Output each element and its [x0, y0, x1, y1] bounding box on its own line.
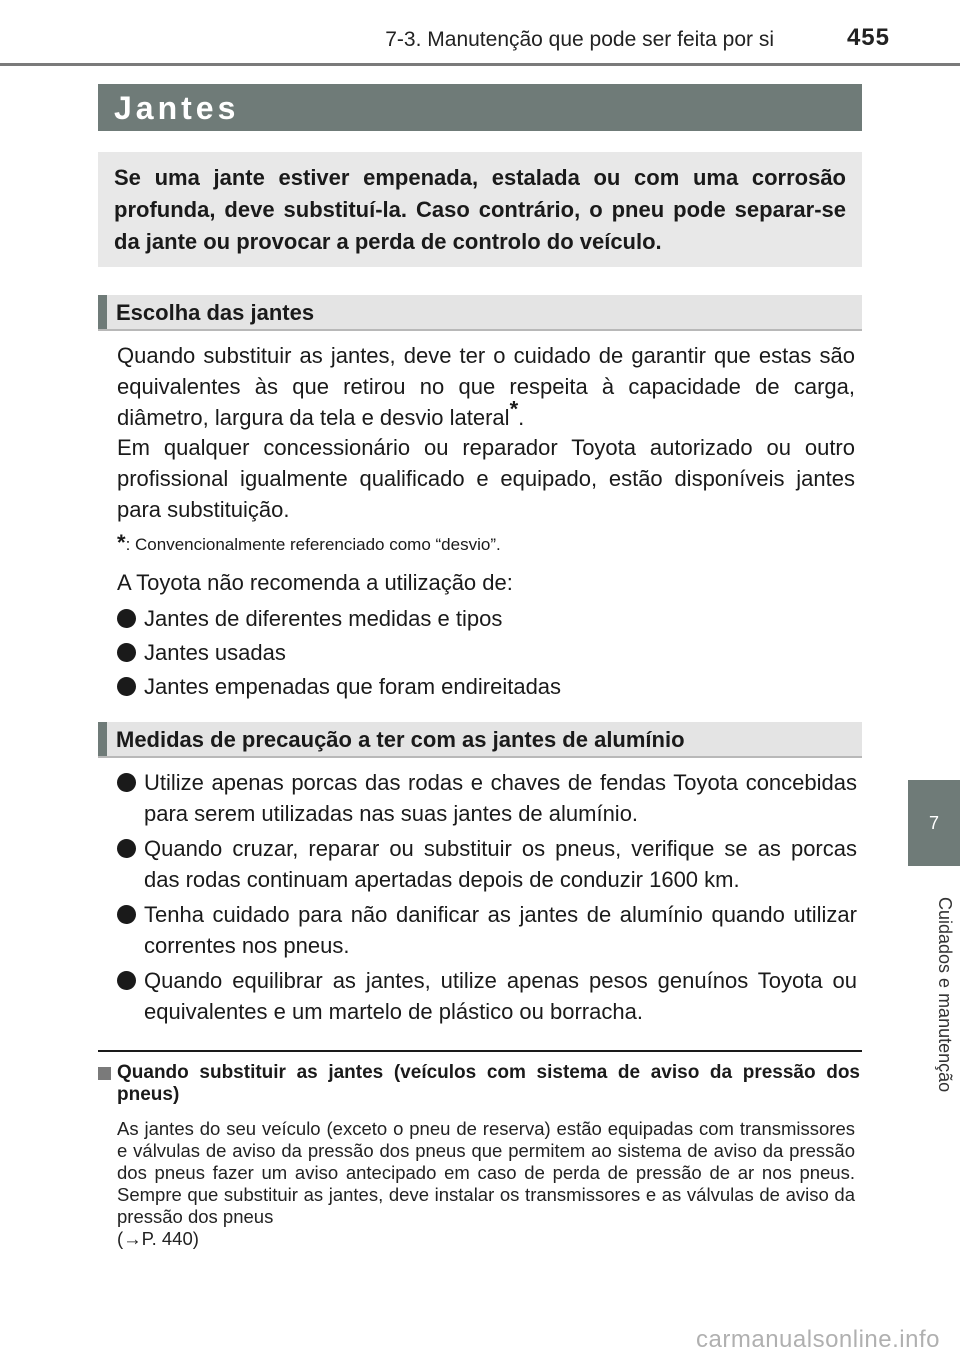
asterisk-mark: * [509, 396, 519, 422]
section-divider [98, 1050, 862, 1052]
list-item-text: Quando cruzar, reparar ou substituir os pneus, verifique se as porcas das rodas continuam apertadas depois de conduzir 1600 km. [144, 836, 857, 892]
not-recommended-lead: A Toyota não recomenda a utilização de: [117, 570, 513, 595]
selection-paragraph-1-text: Quando substituir as jantes, deve ter o cuidado de garantir que estas são equivalentes às que retirou no que respeita à capacidade de carga, diâmetro, largura da tela e desvio lateral [117, 343, 855, 430]
list-item-text: Jantes usadas [144, 640, 286, 665]
aluminum-precautions-list [117, 767, 857, 1031]
section-title: 7-3. Manutenção que pode ser feita por si [385, 28, 774, 51]
selection-paragraph-1-end: . [518, 405, 525, 430]
list-item-text: Jantes empenadas que foram endireitadas [144, 674, 562, 699]
selection-paragraph-2: Em qualquer concessionário ou reparador Toyota autorizado ou outro profissional igualmente qualificado e equipado, estão disponíveis jantes para substituição. [117, 435, 855, 522]
page-title: Jantes [114, 90, 240, 126]
bullet-icon [117, 677, 136, 696]
bullet-icon [117, 643, 136, 662]
heading-accent-bar [98, 295, 107, 329]
title-bar [98, 84, 862, 131]
selection-heading-label: Escolha das jantes [116, 300, 315, 325]
list-item [117, 965, 857, 1027]
aluminum-heading [98, 722, 862, 758]
not-recommended-list [117, 603, 857, 705]
selection-paragraph-1 [117, 340, 855, 433]
square-bullet-icon [98, 1067, 111, 1080]
list-item [117, 671, 857, 702]
chapter-number: 7 [928, 812, 939, 833]
info-body [117, 1118, 855, 1250]
bullet-icon [117, 773, 136, 792]
selection-heading [98, 295, 862, 331]
info-body-text: As jantes do seu veículo (exceto o pneu de reserva) estão equipadas com transmissores e válvulas de aviso da pressão dos pneus que permitem ao sistema de aviso da pressão dos pneus fazer um aviso antecipado em caso de perda de pressão de ar nos pneus. Sempre que substituir as jantes, deve instalar os transmissores e as válvulas de aviso da pressão dos pneus [117, 1118, 855, 1227]
page-reference-link[interactable]: (→P. 440) [117, 1228, 199, 1249]
list-item [117, 637, 857, 668]
page-number: 455 [846, 24, 890, 51]
watermark: carmanualsonline.info [696, 1326, 940, 1353]
list-item-text: Jantes de diferentes medidas e tipos [144, 606, 503, 631]
aluminum-heading-label: Medidas de precaução a ter com as jantes de alumínio [116, 727, 685, 752]
list-item-text: Quando equilibrar as jantes, utilize apenas pesos genuínos Toyota ou equivalentes e um martelo de plástico ou borracha. [144, 968, 857, 1024]
chapter-tab[interactable] [908, 780, 960, 866]
bullet-icon [117, 609, 136, 628]
list-item [117, 899, 857, 961]
footnote-mark: * [117, 530, 126, 555]
bullet-icon [117, 839, 136, 858]
bullet-icon [117, 971, 136, 990]
list-item [117, 833, 857, 895]
intro-box: Se uma jante estiver empenada, estalada ou com uma corrosão profunda, deve substituí-la. Caso contrário, o pneu pode separar-se da jante ou provocar a perda de controlo do veículo. [98, 152, 862, 267]
chapter-title: Cuidados e manutenção [935, 897, 955, 1093]
list-item [117, 767, 857, 829]
page-header [0, 0, 960, 70]
list-item [117, 603, 857, 634]
footnote-text: : Convencionalmente referenciado como “desvio”. [125, 535, 501, 554]
heading-accent-bar [98, 722, 107, 756]
list-item-text: Tenha cuidado para não danificar as jantes de alumínio quando utilizar correntes nos pneus. [144, 902, 857, 958]
info-title: Quando substituir as jantes (veículos com sistema de aviso da pressão dos pneus) [117, 1062, 860, 1105]
footnote [117, 530, 855, 556]
list-item-text: Utilize apenas porcas das rodas e chaves de fendas Toyota concebidas para serem utilizadas nas suas jantes de alumínio. [144, 770, 857, 826]
bullet-icon [117, 905, 136, 924]
header-divider [0, 63, 960, 66]
